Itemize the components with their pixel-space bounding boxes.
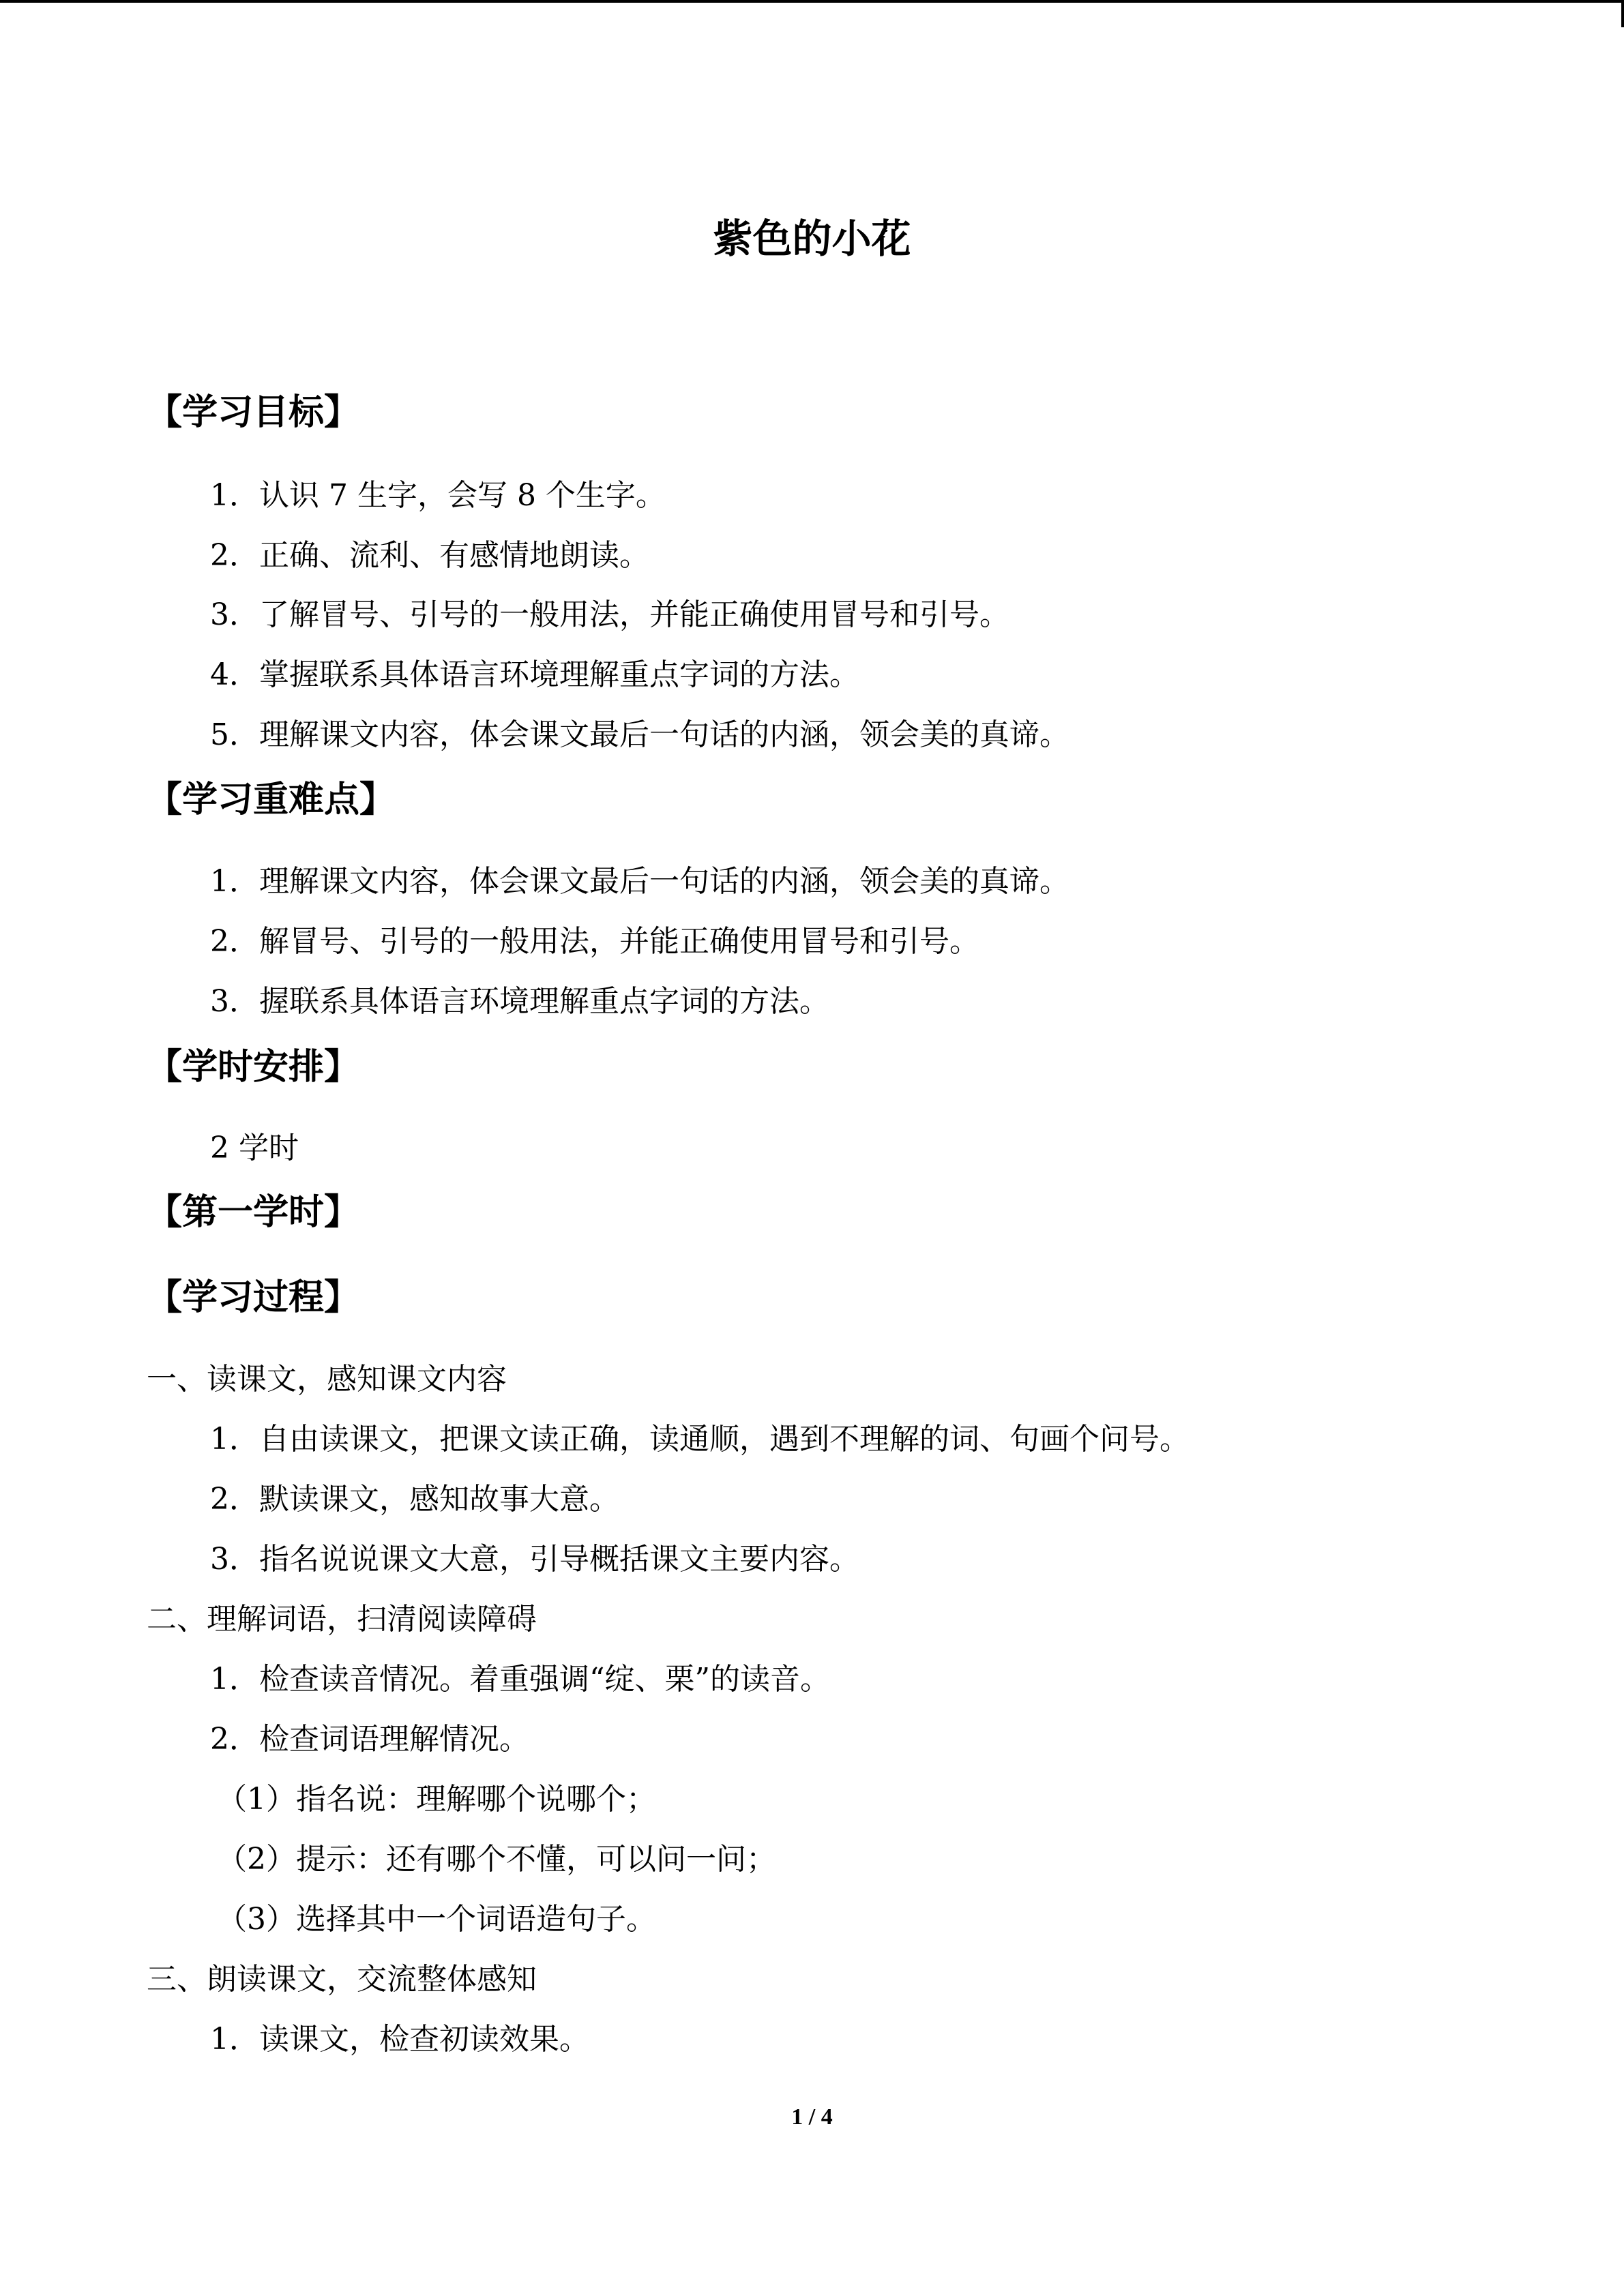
key-point-item: 3．握联系具体语言环境理解重点字词的方法。 [210, 984, 829, 1019]
part-item: 2．默读课文，感知故事大意。 [210, 1482, 619, 1517]
key-point-item: 2．解冒号、引号的一般用法，并能正确使用冒号和引号。 [210, 924, 979, 959]
goal-item: 3．了解冒号、引号的一般用法，并能正确使用冒号和引号。 [210, 597, 1009, 632]
goal-item: 5．理解课文内容，体会课文最后一句话的内涵，领会美的真谛。 [210, 717, 1069, 752]
first-period-heading: 【第一学时】 [147, 1192, 360, 1233]
schedule-heading: 【学时安排】 [147, 1047, 360, 1088]
part-item: 1．自由读课文，把课文读正确，读通顺，遇到不理解的词、句画个问号。 [210, 1422, 1190, 1457]
goal-item: 1．认识 7 生字，会写 8 个生字。 [210, 478, 666, 513]
top-border [0, 0, 1624, 3]
part-title: 三、朗读课文，交流整体感知 [147, 1962, 537, 1997]
schedule-text: 2 学时 [210, 1131, 299, 1165]
goal-item: 4．掌握联系具体语言环境理解重点字词的方法。 [210, 657, 859, 692]
part-title: 一、读课文，感知课文内容 [147, 1362, 507, 1397]
goal-item: 2．正确、流利、有感情地朗读。 [210, 538, 649, 573]
part-title: 二、理解词语，扫清阅读障碍 [147, 1602, 537, 1637]
page-number: 1 / 4 [791, 2104, 833, 2130]
sub-item: （2）提示：还有哪个不懂，可以问一问； [217, 1842, 776, 1877]
sub-item: （3）选择其中一个词语造句子。 [217, 1902, 656, 1937]
key-point-item: 1．理解课文内容，体会课文最后一句话的内涵，领会美的真谛。 [210, 864, 1069, 899]
page-title: 紫色的小花 [713, 215, 911, 262]
sub-item: （1）指名说：理解哪个说哪个； [217, 1782, 656, 1817]
key-points-heading: 【学习重难点】 [147, 779, 396, 820]
part-item: 1．检查读音情况。着重强调“绽、栗”的读音。 [210, 1662, 830, 1697]
part-item: 2．检查词语理解情况。 [210, 1722, 529, 1757]
process-heading: 【学习过程】 [147, 1277, 360, 1318]
right-border [1621, 0, 1624, 27]
goals-heading: 【学习目标】 [147, 392, 360, 433]
part-item: 1．读课文，检查初读效果。 [210, 2022, 589, 2057]
part-item: 3．指名说说课文大意，引导概括课文主要内容。 [210, 1542, 859, 1577]
